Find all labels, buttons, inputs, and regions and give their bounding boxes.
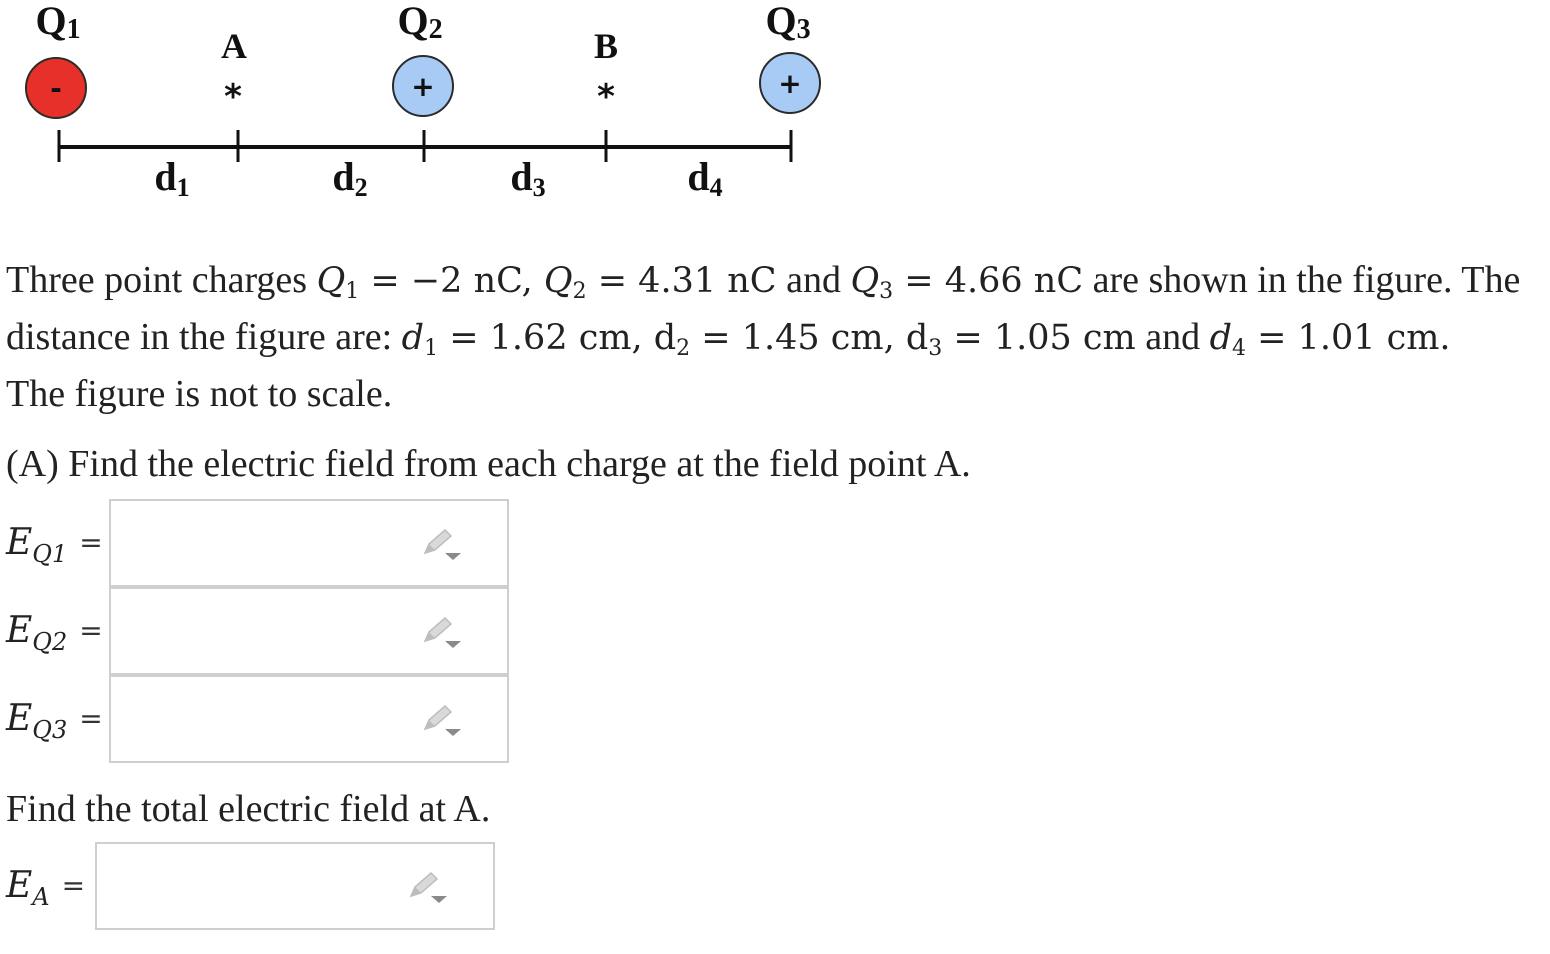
eq3-answer-input[interactable] — [109, 675, 509, 763]
ea-answer-row — [6, 842, 85, 928]
pencil-edit-icon[interactable] — [421, 527, 461, 561]
problem-statement — [6, 252, 1546, 422]
ea-label: $E_A$ — [6, 864, 50, 911]
eq2-answer-input[interactable] — [109, 587, 509, 675]
q3-value: $Q_3 = 4.66$ nC — [850, 261, 1084, 304]
q3-label: Q3 — [765, 0, 811, 45]
point-a-marker: * — [224, 77, 242, 117]
equals-sign: = — [79, 701, 103, 735]
d1-label: d1 — [154, 154, 190, 202]
equals-sign: = — [79, 525, 103, 559]
problem-line-3: The figure is not to scale. — [6, 373, 393, 415]
total-field-prompt: Find the total electric field at A. — [6, 788, 491, 830]
pencil-edit-icon[interactable] — [407, 870, 447, 904]
part-a-prompt: (A) Find the electric field from each charge at the field point A. — [6, 443, 971, 485]
plus-icon: + — [778, 67, 802, 100]
minus-icon: - — [50, 72, 62, 105]
eq3-answer-row — [6, 675, 103, 761]
q1-value: $Q_1 = -2$ nC, $Q_2 = 4.31$ nC — [316, 261, 777, 304]
q2-label: Q2 — [397, 0, 443, 45]
plus-icon: + — [411, 70, 435, 103]
pencil-edit-icon[interactable] — [421, 615, 461, 649]
problem-line-2: distance in the figure are: $d_1 = 1.62$ cm, $d_2 = 1.45$ cm, $d_3 = 1.05$ cm and $d_4 = 1.01$ cm. — [6, 316, 1451, 361]
distance-values: $d_1 = 1.62$ cm, $d_2 = 1.45$ cm, $d_3 = 1.05$ cm — [401, 318, 1136, 361]
eq2-label: $E_{Q2}$ — [6, 609, 68, 656]
d4-value: $d_4 = 1.01$ cm. — [1209, 318, 1451, 361]
d3-label: d3 — [510, 154, 546, 202]
ea-answer-input[interactable] — [95, 842, 495, 930]
equals-sign: = — [79, 613, 103, 647]
charge-diagram-svg — [0, 0, 860, 215]
eq1-answer-input[interactable] — [109, 499, 509, 587]
problem-line-1: Three point charges $Q_1 = -2$ nC, $Q_2 = 4.31$ nC and $Q_3 = 4.66$ nC are shown in the figure. The — [6, 259, 1521, 304]
eq1-answer-row — [6, 499, 103, 585]
pencil-edit-icon[interactable] — [421, 703, 461, 737]
charge-diagram — [0, 0, 860, 215]
eq3-label: $E_{Q3}$ — [6, 697, 68, 744]
eq1-label: $E_{Q1}$ — [6, 521, 68, 568]
eq2-answer-row — [6, 587, 103, 673]
d4-label: d4 — [687, 154, 723, 202]
point-b-marker: * — [597, 77, 615, 117]
point-b-label: B — [593, 26, 619, 66]
q1-label: Q1 — [35, 0, 81, 45]
equals-sign: = — [61, 868, 86, 902]
d2-label: d2 — [332, 154, 368, 202]
point-a-label: A — [221, 26, 247, 66]
